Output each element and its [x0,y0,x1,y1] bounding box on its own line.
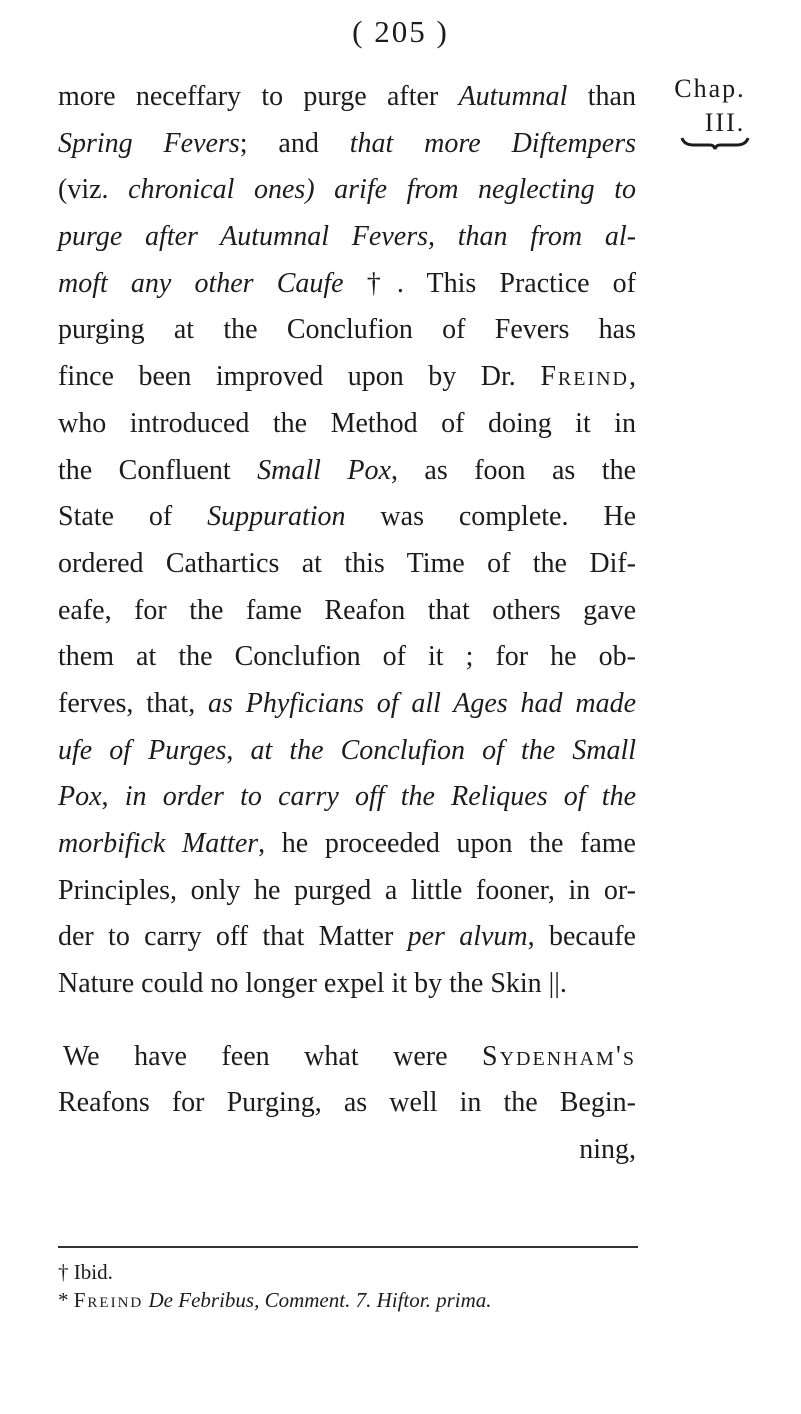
text-line: Reafons for Purging, as well in the Begin- [58,1087,636,1119]
text-line: ordered Cathartics at this Time of the Dif- [58,547,636,579]
text-line: them at the Conclufion of it ; for he ob- [58,641,636,673]
text-line: der to carry off that Matter per alvum, becaufe [58,921,636,953]
text-line: fince been improved upon by Dr. Freind, [58,361,636,393]
text-line: who introduced the Method of doing it in [58,407,636,439]
footnote-star: * Freind De Febribus, Comment. 7. Hiftor. prima. [58,1288,492,1312]
text-line: Principles, only he purged a little fooner, in or- [58,874,636,906]
margin-chapter-note [625,76,795,150]
text-line: State of Suppuration was complete. He [58,501,636,533]
text-line: ufe of Purges, at the Conclufion of the Small [58,734,636,766]
text-line: ning, [579,1134,636,1166]
text-line: purge after Autumnal Fevers, than from al- [58,221,636,253]
text-line: the Confluent Small Pox, as foon as the [58,454,637,486]
text-line: We have feen what were Sydenham's [63,1040,636,1072]
footnote-dagger: † Ibid. [58,1260,113,1284]
text-line: more neceffary to purge after Autumnal than [58,81,636,112]
text-line: Pox, in order to carry off the Reliques of the [58,781,636,813]
chapter-number: III. [704,108,746,137]
footnotes [58,1246,638,1314]
main-text [58,74,636,1174]
text-line: Nature could no longer expel it by the Skin ||. [58,968,567,1000]
paragraph-2 [58,1034,636,1174]
text-line: Spring Fevers; and that more Diftempers [58,127,636,159]
text-line: moft any other Caufe †. This Practice of [58,267,637,299]
chapter-label: Chap. [674,74,746,103]
text-line: purging at the Conclufion of Fevers has [58,314,636,346]
brace-icon [680,136,750,150]
page-number: ( 205 ) [352,14,449,49]
text-line: ferves, that, as Phyficians of all Ages had made [58,687,637,719]
text-line: (viz. chronical ones) arife from neglecting to [58,174,637,206]
text-line: eafe, for the fame Reafon that others gave [58,594,636,626]
text-line: morbifick Matter, he proceeded upon the fame [58,828,636,859]
footnote-rule [58,1246,638,1248]
